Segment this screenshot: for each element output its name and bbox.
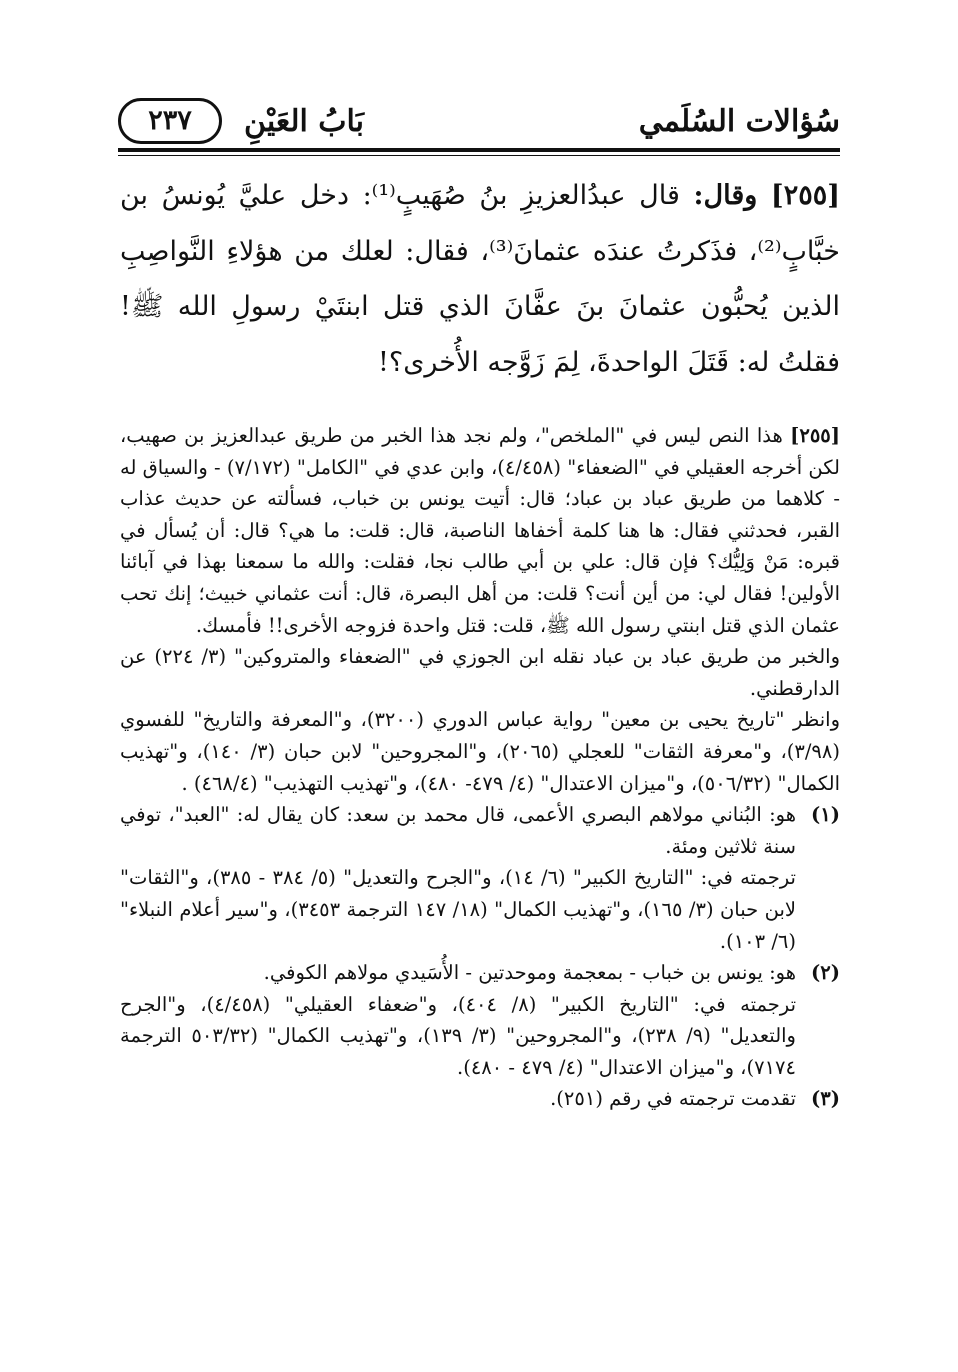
footnote-3-para-1: تقدمت ترجمته في رقم (٢٥١). <box>550 1087 796 1111</box>
footnote-1 <box>120 799 840 957</box>
main-paragraph <box>120 168 840 390</box>
main-text <box>120 168 840 390</box>
footnote-255-para-1 <box>120 420 840 641</box>
book-title: سُؤالات السُلَمي <box>638 103 840 139</box>
header-left-group <box>118 98 364 144</box>
entry-text: قال عبدُالعزيزِ بنُ صُهَيبٍ⁽¹⁾: دخل عليَّ يُونسُ بن خبَّابٍ⁽²⁾، فذَكرتُ عندَه عثمانَ⁽³⁾، فقال: لعلك من هؤلاءِ النَّواصِبِ الذين يُحبُّون عثمانَ بنَ عفَّانَ الذي قتل ابنتَيْ رسولِ الله ﷺ! فقلتُ له: قَتَلَ الواحدةَ، لِمَ زَوَّجه الأُخرى؟! <box>120 180 840 378</box>
header-rule-thick <box>118 148 840 152</box>
footnote-255-number: [٢٥٥] <box>790 424 840 447</box>
footnote-2-para-2: ترجمته في: "التاريخ الكبير" (٨/ ٤٠٤)، و"ضعفاء العقيلي" (٤/٤٥٨)، و"الجرح والتعديل" (٩/ ٢٣٨)، و"المجروحين" (٣/ ١٣٩)، و"تهذيب الكمال" (٥٠٣/٣٢ الترجمة ٧١٧٤)، و"ميزان الاعتدال" (٤/ ٤٧٩ - ٤٨٠). <box>120 992 796 1079</box>
page-number: ٢٣٧ <box>118 98 222 144</box>
footnote-1-body <box>120 799 796 957</box>
entry-number: [٢٥٥] <box>770 180 840 211</box>
entry-lead: وقال: <box>693 180 758 211</box>
footnote-3-body <box>120 1083 796 1115</box>
footnote-2-body <box>120 957 796 1083</box>
running-header <box>118 92 840 150</box>
header-rule-thin <box>118 155 840 156</box>
footnote-1-para-1: هو: البُناني مولاهم البصري الأعمى، قال محمد بن سعد: كان يقال له: "العبد"، توفي سنة ثلاثين ومئة. <box>120 803 796 858</box>
footnote-2 <box>120 957 840 1083</box>
footnote-3 <box>120 1083 840 1115</box>
footnote-2-mark: (٢) <box>811 961 840 985</box>
footnotes <box>120 420 840 1115</box>
footnote-1-para-2: ترجمته في: "التاريخ الكبير" (٦/ ١٤)، و"الجرح والتعديل" (٥/ ٣٨٤ - ٣٨٥)، و"الثقات" لابن حبان (٣/ ١٦٥)، و"تهذيب الكمال" (١٨/ ١٤٧ الترجمة ٣٤٥٣)، و"سير أعلام النبلاء" (٦/ ١٠٣). <box>120 866 796 953</box>
footnote-255-para-2: والخبر من طريق عباد بن عباد نقله ابن الجوزي في "الضعفاء والمتروكين" (٣/ ٢٢٤) عن الدارقطني. <box>120 645 840 700</box>
chapter-title: بَابُ العَيْنِ <box>244 103 365 139</box>
footnote-255-para-3: وانظر "تاريخ يحيى بن معين" رواية عباس الدوري (٣٢٠٠)، و"المعرفة والتاريخ" للفسوي (٣/٩٨)، و"معرفة الثقات" للعجلي (٢٠٦٥)، و"المجروحين" لابن حبان (٣/ ١٤٠)، و"تهذيب الكمال" (٥٠٦/٣٢)، و"ميزان الاعتدال" (٤/ ٤٧٩- ٤٨٠)، و"تهذيب التهذيب" (٤٦٨/٤) . <box>120 708 840 795</box>
footnote-3-mark: (٣) <box>811 1087 840 1111</box>
footnote-2-para-1: هو: يونس بن خباب - بمعجمة وموحدتين - الأُسَيدي مولاهم الكوفي. <box>263 961 796 985</box>
footnote-255-text: هذا النص ليس في "الملخص"، ولم نجد هذا الخبر من طريق عبدالعزيز بن صهيب، لكن أخرجه العقيلي في "الضعفاء" (٤/٤٥٨)، وابن عدي في "الكامل" (٧/١٧٢) - والسياق له - كلاهما من طريق عباد بن عباد؛ قال: أتيت يونس بن خباب، فسألته عن حديث عذاب القبر، فحدثني فقال: ها هنا كلمة أخفاها الناصبة، قال: قلت: ما هي؟ قال: أن يُسأل في قبره: مَنْ وَلِيُّك؟ فإن قال: علي بن أبي طالب نجا، فقلت: والله ما سمعنا بهذا في آبائنا الأولين! فقال لي: من أين أنت؟ قلت: من أهل البصرة، قال: أنت عثماني خبيث؛ إنك تحب عثمان الذي قتل ابنتي رسول الله ﷺ، قلت: قتل واحدة فزوجه الأخرى!! فأمسك. <box>120 424 840 637</box>
footnote-1-mark: (١) <box>811 803 840 827</box>
